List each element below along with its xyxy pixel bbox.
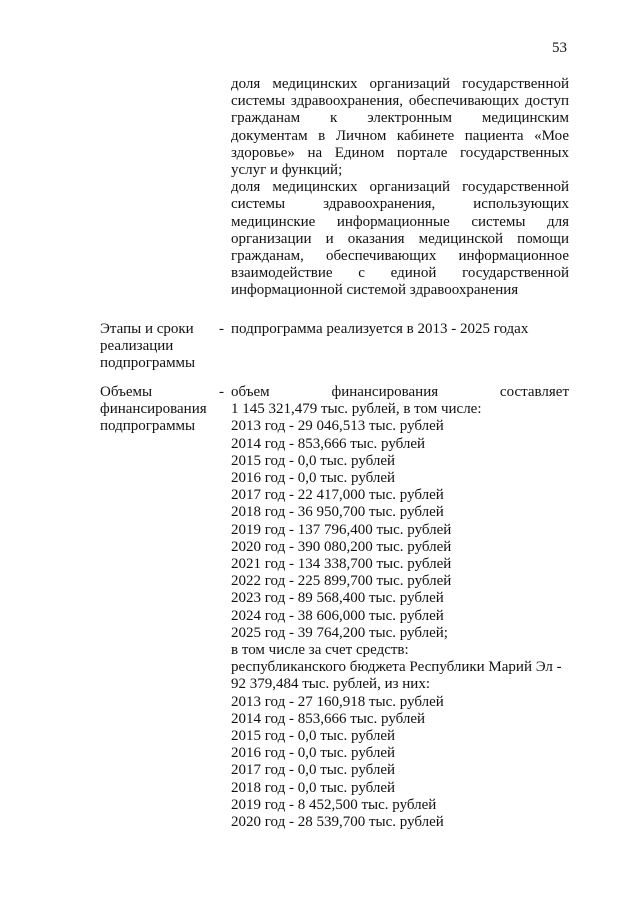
indicator-line: информационной системой здравоохранения	[231, 282, 519, 299]
indicator-line: здоровье» на Едином портале государственных	[231, 144, 569, 161]
funding-line: республиканского бюджета Республики Марий Эл -	[231, 659, 562, 676]
funding-line: 2022 год - 225 899,700 тыс. рублей	[231, 573, 452, 590]
funding-line: 2016 год - 0,0 тыс. рублей	[231, 745, 396, 762]
indicator-line: медицинские информационные системы для	[231, 213, 569, 230]
funding-line: 2021 год - 134 338,700 тыс. рублей	[231, 556, 452, 573]
funding-line: 2025 год - 39 764,200 тыс. рублей;	[231, 624, 448, 641]
funding-line: 2017 год - 22 417,000 тыс. рублей	[231, 487, 444, 504]
indicator-line: услуг и функций;	[231, 162, 343, 179]
indicators-text	[231, 76, 569, 300]
indicator-line: гражданам к электронным медицинским	[231, 110, 569, 127]
stages-label-line: реализации	[100, 338, 174, 355]
funding-first-line: объем финансирования составляет	[231, 384, 569, 400]
funding-line: 2015 год - 0,0 тыс. рублей	[231, 728, 396, 745]
indicator-line: доля медицинских организаций государственной	[231, 76, 569, 92]
indicator-line: гражданам, обеспечивающих информационное	[231, 248, 569, 265]
funding-line: 1 145 321,479 тыс. рублей, в том числе:	[231, 401, 482, 418]
funding-line: 2019 год - 137 796,400 тыс. рублей	[231, 521, 452, 538]
funding-line: 2014 год - 853,666 тыс. рублей	[231, 710, 426, 727]
funding-line: 2017 год - 0,0 тыс. рублей	[231, 762, 396, 779]
indicator-line: доля медицинских организаций государственной	[231, 179, 569, 196]
funding-line: 2013 год - 29 046,513 тыс. рублей	[231, 418, 444, 435]
funding-dash: -	[219, 384, 224, 400]
funding-line: 2015 год - 0,0 тыс. рублей	[231, 452, 396, 469]
funding-line: 2020 год - 28 539,700 тыс. рублей	[231, 814, 444, 831]
indicator-line: системы здравоохранения, использующих	[231, 196, 569, 213]
funding-line: в том числе за счет средств:	[231, 642, 409, 659]
funding-line: 2024 год - 38 606,000 тыс. рублей	[231, 607, 444, 624]
funding-line: 2019 год - 8 452,500 тыс. рублей	[231, 796, 437, 813]
funding-line: 2016 год - 0,0 тыс. рублей	[231, 470, 396, 487]
funding-line: 92 379,484 тыс. рублей, из них:	[231, 676, 430, 693]
funding-label	[100, 384, 210, 436]
funding-value	[231, 384, 569, 831]
stages-dash: -	[219, 321, 224, 337]
funding-line: 2013 год - 27 160,918 тыс. рублей	[231, 693, 444, 710]
funding-label-line: Объемы	[100, 384, 153, 400]
page-number: 53	[552, 40, 567, 56]
funding-label-line: финансирования	[100, 401, 207, 418]
stages-value	[231, 321, 569, 338]
funding-line: 2014 год - 853,666 тыс. рублей	[231, 435, 426, 452]
funding-line: 2023 год - 89 568,400 тыс. рублей	[231, 590, 444, 607]
indicator-line: организации и оказания медицинской помощи	[231, 230, 569, 247]
stages-label-line: подпрограммы	[100, 355, 196, 372]
funding-line: 2018 год - 0,0 тыс. рублей	[231, 779, 396, 796]
funding-line: 2018 год - 36 950,700 тыс. рублей	[231, 504, 444, 521]
stages-label	[100, 321, 210, 373]
indicator-line: взаимодействие с единой государственной	[231, 265, 569, 282]
stages-value-line: подпрограмма реализуется в 2013 - 2025 годах	[231, 321, 529, 337]
indicator-line: системы здравоохранения, обеспечивающих доступ	[231, 93, 569, 110]
indicator-line: документам в Личном кабинете пациента «Мое	[231, 127, 569, 144]
funding-line: 2020 год - 390 080,200 тыс. рублей	[231, 538, 452, 555]
funding-label-line: подпрограммы	[100, 418, 196, 435]
stages-label-line: Этапы и сроки	[100, 321, 194, 337]
